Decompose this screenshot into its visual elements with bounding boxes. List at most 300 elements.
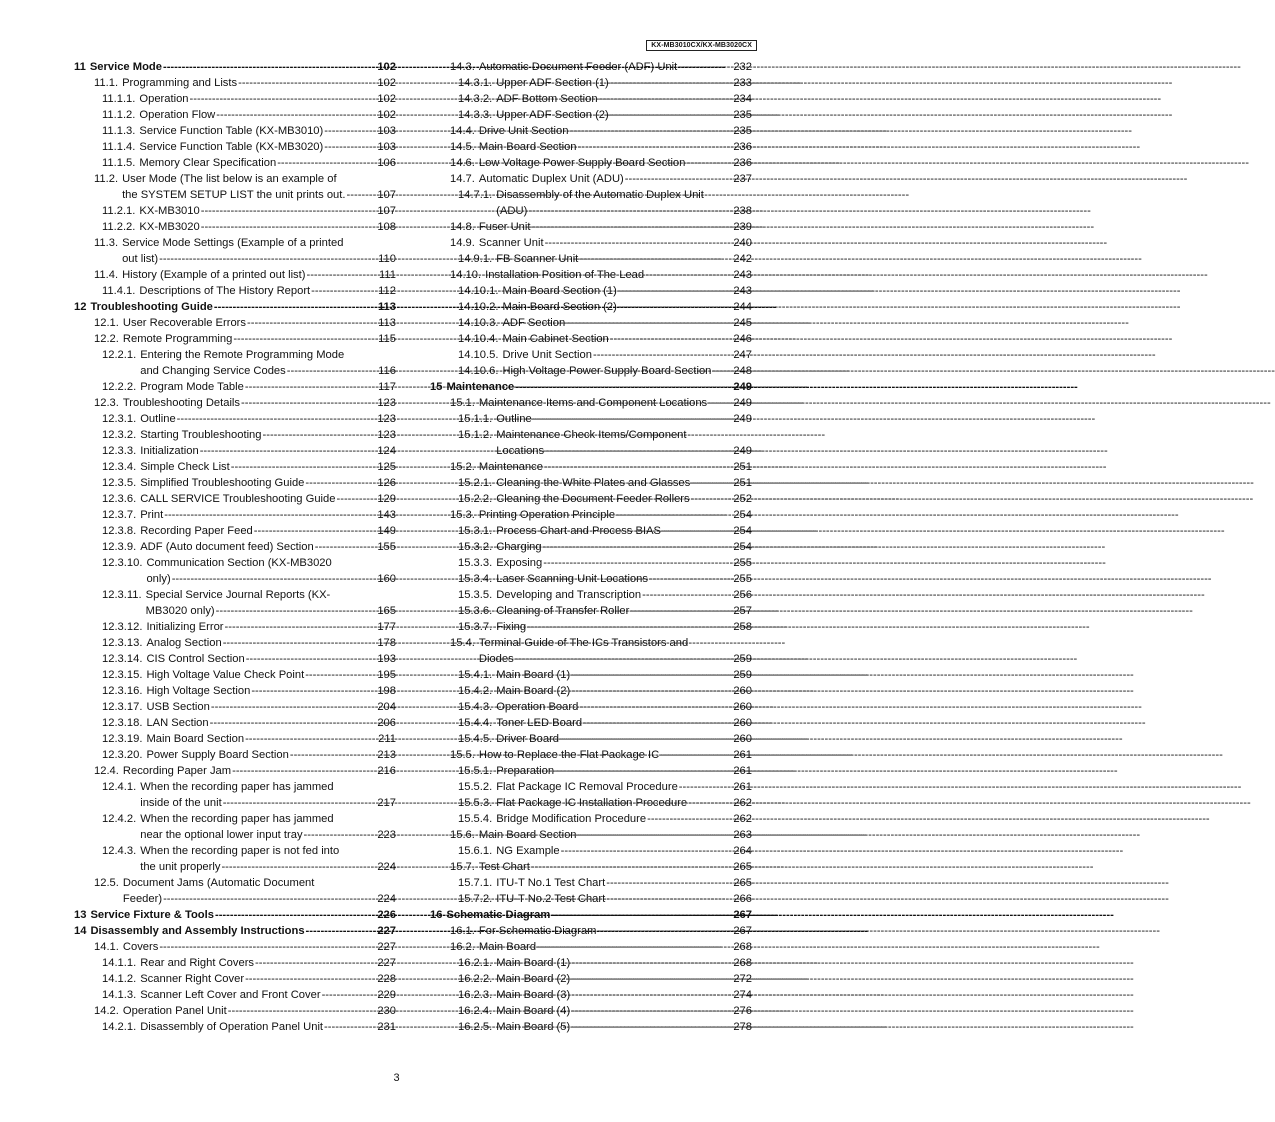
- section-title: Initializing Error: [146, 621, 224, 633]
- toc-entry[interactable]: [74, 779, 396, 811]
- leader-dots: [306, 267, 378, 283]
- section-title: Power Supply Board Section: [146, 749, 289, 761]
- section-number: 12.3.7.: [102, 509, 137, 521]
- toc-entry[interactable]: [430, 283, 752, 299]
- leader-dots: [571, 667, 732, 683]
- toc-entry[interactable]: [430, 363, 752, 379]
- leader-dots: [571, 1003, 732, 1019]
- section-title: Cleaning the White Plates and Glasses: [496, 477, 691, 489]
- section-number: 15.5.4.: [458, 813, 493, 825]
- section-title: LAN Section: [146, 717, 209, 729]
- toc-entry[interactable]: [430, 747, 752, 763]
- toc-entry[interactable]: [430, 123, 752, 139]
- toc-entry[interactable]: [430, 475, 752, 491]
- section-title: Operation Board: [496, 701, 579, 713]
- section-number: 12.3.14.: [102, 653, 143, 665]
- toc-entry[interactable]: [74, 347, 396, 379]
- toc-entry[interactable]: [430, 779, 752, 795]
- toc-entry[interactable]: [430, 1019, 752, 1035]
- toc-entry[interactable]: [430, 523, 752, 539]
- leader-dots: [324, 123, 376, 139]
- toc-entry[interactable]: [430, 155, 752, 171]
- toc-entry[interactable]: [74, 667, 396, 683]
- section-number: 12.3.1.: [102, 413, 137, 425]
- toc-entry[interactable]: [74, 651, 396, 667]
- section-number: 12.3.2.: [102, 429, 137, 441]
- toc-entry[interactable]: [74, 747, 396, 763]
- leader-dots: [551, 907, 732, 923]
- toc-entry[interactable]: [74, 715, 396, 731]
- page-ref: 249: [733, 397, 752, 409]
- section-number: 14.10.: [450, 269, 482, 281]
- page-ref: 262: [733, 797, 752, 809]
- page-ref: 143: [377, 509, 396, 521]
- leader-dots: [688, 795, 732, 811]
- section-number: 14.3.3.: [458, 109, 493, 121]
- page-ref: 235: [733, 125, 752, 137]
- toc-entry[interactable]: [430, 971, 752, 987]
- section-number: 14.10.1.: [458, 285, 499, 297]
- page-ref: 261: [733, 781, 752, 793]
- leader-dots: [686, 155, 732, 171]
- toc-entry[interactable]: [430, 507, 752, 523]
- toc-entry[interactable]: [430, 59, 752, 75]
- page-ref: 126: [377, 477, 396, 489]
- toc-entry[interactable]: [74, 299, 396, 315]
- page-ref: 260: [733, 733, 752, 745]
- leader-dots: [305, 667, 376, 683]
- toc-entry[interactable]: [430, 219, 752, 235]
- section-number: 11.1.2.: [102, 109, 136, 121]
- leader-dots: [561, 843, 733, 859]
- page-ref: 103: [377, 125, 396, 137]
- section-title: Cleaning of Transfer Roller: [496, 605, 630, 617]
- page-ref: 249: [733, 413, 752, 425]
- leader-dots: [527, 619, 732, 635]
- toc-entry[interactable]: [74, 587, 396, 619]
- leader-dots: [712, 363, 732, 379]
- toc-entry[interactable]: [430, 667, 752, 683]
- page-ref: 242: [733, 253, 752, 265]
- toc-entry[interactable]: [430, 683, 752, 699]
- toc-entry[interactable]: [74, 555, 396, 587]
- page-ref: 216: [377, 765, 396, 777]
- continuation-line: [450, 651, 752, 667]
- toc-entry[interactable]: [430, 379, 752, 395]
- section-title: Flat Package IC Installation Procedure: [496, 797, 688, 809]
- section-number: 15.3.: [450, 509, 475, 521]
- page-ref: 249: [733, 445, 752, 457]
- section-number: 15.4.1.: [458, 669, 493, 681]
- section-title: Maintenance: [446, 381, 515, 393]
- leader-dots: [315, 539, 377, 555]
- section-number: 15.7.1.: [458, 877, 493, 889]
- toc-entry[interactable]: [430, 587, 752, 603]
- section-title-continued: the SYSTEM SETUP LIST the unit prints out.: [122, 189, 346, 201]
- leader-dots: [571, 987, 732, 1003]
- section-title: Operation: [139, 93, 189, 105]
- toc-entry[interactable]: [74, 475, 396, 491]
- toc-entry[interactable]: [74, 539, 396, 555]
- toc-entry[interactable]: [74, 1003, 396, 1019]
- section-title: Disassembly and Assembly Instructions: [90, 925, 305, 937]
- section-number: 15.4.3.: [458, 701, 493, 713]
- leader-dots: [543, 555, 732, 571]
- leader-dots: [163, 59, 376, 75]
- section-number: 14.1.1.: [102, 957, 137, 969]
- section-title: CIS Control Section: [146, 653, 245, 665]
- section-title: Main Board Section (1): [502, 285, 617, 297]
- section-title: Maintenance: [478, 461, 543, 473]
- section-number: 14.7.: [450, 173, 475, 185]
- leader-dots: [610, 107, 733, 123]
- toc-entry[interactable]: [430, 459, 752, 475]
- continuation-line: [102, 603, 396, 619]
- toc-entry[interactable]: [430, 331, 752, 347]
- toc-entry[interactable]: [430, 891, 752, 907]
- leader-dots: [304, 827, 377, 843]
- toc-entry[interactable]: [430, 827, 752, 843]
- toc-entry[interactable]: [74, 155, 396, 171]
- toc-entry[interactable]: [74, 763, 396, 779]
- section-title-continued: MB3020 only): [145, 605, 215, 617]
- toc-entry[interactable]: [430, 619, 752, 635]
- leader-dots: [515, 379, 732, 395]
- toc-entry[interactable]: [74, 283, 396, 299]
- leader-dots: [231, 459, 377, 475]
- toc-entry[interactable]: [430, 171, 752, 187]
- toc-entry[interactable]: [430, 299, 752, 315]
- leader-dots: [610, 75, 733, 91]
- toc-entry[interactable]: [74, 59, 396, 75]
- page-ref: 265: [733, 877, 752, 889]
- leader-dots: [578, 139, 733, 155]
- page-ref: 103: [377, 141, 396, 153]
- toc-entry[interactable]: [74, 907, 396, 923]
- toc-entry[interactable]: [74, 987, 396, 1003]
- leader-dots: [159, 251, 377, 267]
- toc-entry[interactable]: [74, 507, 396, 523]
- section-number: 14.10.5.: [458, 349, 499, 361]
- leader-dots: [583, 715, 732, 731]
- toc-entry[interactable]: [430, 1003, 752, 1019]
- page-ref: 258: [733, 621, 752, 633]
- section-number: 11.1.5.: [102, 157, 136, 169]
- section-title: Charging: [496, 541, 542, 553]
- page-ref: 238: [733, 205, 752, 217]
- leader-dots: [246, 651, 377, 667]
- toc-entry[interactable]: [430, 347, 752, 363]
- page-ref: 123: [377, 397, 396, 409]
- section-title: Disassembly of the Automatic Duplex Unit: [496, 189, 704, 201]
- section-number: 15.4.: [450, 637, 475, 649]
- toc-entry[interactable]: [430, 539, 752, 555]
- leader-dots: [200, 443, 377, 459]
- section-title: Schematic Diagram: [446, 909, 551, 921]
- toc-entry[interactable]: [74, 683, 396, 699]
- page-ref: 106: [377, 157, 396, 169]
- toc-entry[interactable]: [430, 491, 752, 507]
- toc-entry[interactable]: [430, 875, 752, 891]
- toc-entry[interactable]: [74, 923, 396, 939]
- section-number: 11.1.1.: [102, 93, 136, 105]
- section-number: 12.3.18.: [102, 717, 143, 729]
- section-title: Main Board: [478, 941, 537, 953]
- section-number: 14.3.1.: [458, 77, 493, 89]
- section-title-continued: out list): [122, 253, 159, 265]
- toc-entry[interactable]: [430, 923, 752, 939]
- section-title-continued: and Changing Service Codes: [140, 365, 286, 377]
- toc-entry[interactable]: [74, 811, 396, 843]
- leader-dots: [566, 315, 732, 331]
- section-title-continued: Feeder): [122, 893, 163, 905]
- toc-entry[interactable]: [74, 171, 396, 203]
- toc-entry[interactable]: [430, 315, 752, 331]
- leader-dots: [649, 571, 732, 587]
- section-number: 14.1.2.: [102, 973, 137, 985]
- toc-entry[interactable]: [74, 523, 396, 539]
- toc-entry[interactable]: [74, 635, 396, 651]
- section-number: 12.3.4.: [102, 461, 137, 473]
- section-number: 15.1.2.: [458, 429, 493, 441]
- toc-entry[interactable]: [74, 1019, 396, 1035]
- section-number: 16.2.: [450, 941, 475, 953]
- toc-entry[interactable]: [430, 395, 752, 411]
- toc-entry[interactable]: [74, 395, 396, 411]
- leader-dots: [251, 683, 376, 699]
- continuation-line: [94, 251, 396, 267]
- section-number: 15.2.1.: [458, 477, 493, 489]
- toc-entry[interactable]: [430, 603, 752, 619]
- toc-entry[interactable]: [74, 139, 396, 155]
- toc-entry[interactable]: [430, 987, 752, 1003]
- toc-entry[interactable]: [430, 843, 752, 859]
- page-ref: 265: [733, 861, 752, 873]
- section-number: 12.3.3.: [102, 445, 137, 457]
- leader-dots: [311, 283, 377, 299]
- toc-entry[interactable]: [430, 859, 752, 875]
- toc-entry[interactable]: [430, 795, 752, 811]
- toc-entry[interactable]: [430, 635, 752, 667]
- leader-dots: [647, 811, 732, 827]
- toc-entry[interactable]: [74, 939, 396, 955]
- page-ref: 261: [733, 749, 752, 761]
- toc-entry[interactable]: [430, 107, 752, 123]
- section-number: 15.6.1.: [458, 845, 493, 857]
- page-ref: 256: [733, 589, 752, 601]
- page-ref: 111: [378, 269, 396, 281]
- toc-entry[interactable]: [430, 411, 752, 427]
- toc-entry[interactable]: [430, 699, 752, 715]
- page-ref: 237: [733, 173, 752, 185]
- section-title: Maintenance Items and Component Locations: [478, 397, 708, 409]
- toc-entry[interactable]: [74, 955, 396, 971]
- section-number: 15.3.4.: [458, 573, 493, 585]
- section-title: Main Board (4): [496, 1005, 571, 1017]
- toc-entry[interactable]: [430, 187, 752, 219]
- leader-dots: [678, 59, 732, 75]
- leader-dots: [210, 715, 377, 731]
- section-title: Preparation: [496, 765, 555, 777]
- leader-dots: [537, 939, 732, 955]
- toc-entry[interactable]: [74, 491, 396, 507]
- toc-entry[interactable]: [74, 91, 396, 107]
- section-number: 16.2.4.: [458, 1005, 493, 1017]
- section-title: NG Example: [496, 845, 560, 857]
- toc-entry[interactable]: [74, 843, 396, 875]
- continuation-line: [458, 203, 752, 219]
- toc-entry[interactable]: [430, 907, 752, 923]
- toc-entry[interactable]: [74, 331, 396, 347]
- section-number: 14.10.4.: [458, 333, 499, 345]
- toc-entry[interactable]: [74, 203, 396, 219]
- section-title: Memory Clear Specification: [139, 157, 277, 169]
- toc-entry[interactable]: [430, 235, 752, 251]
- toc-entry[interactable]: [74, 971, 396, 987]
- section-title: Scanner Right Cover: [140, 973, 245, 985]
- page-ref: 272: [733, 973, 752, 985]
- toc-entry[interactable]: [74, 459, 396, 475]
- leader-dots: [625, 171, 733, 187]
- toc-entry[interactable]: [430, 571, 752, 587]
- toc-entry[interactable]: [74, 219, 396, 235]
- toc-entry[interactable]: [430, 139, 752, 155]
- toc-entry[interactable]: [74, 107, 396, 123]
- section-title: Main Board (2): [496, 973, 571, 985]
- section-title: Troubleshooting Details: [122, 397, 241, 409]
- page-ref: 260: [733, 701, 752, 713]
- section-title: Print: [140, 509, 164, 521]
- leader-dots: [324, 1019, 376, 1035]
- section-title: Special Service Journal Reports (KX-: [145, 589, 331, 601]
- page-ref: 123: [377, 429, 396, 441]
- section-title: Recording Paper Feed: [140, 525, 253, 537]
- leader-dots: [708, 395, 732, 411]
- page-ref: 115: [378, 333, 396, 345]
- leader-dots: [543, 539, 733, 555]
- section-title: Developing and Transcription: [496, 589, 642, 601]
- section-title: Starting Troubleshooting: [140, 429, 262, 441]
- leader-dots: [691, 475, 732, 491]
- page-ref: 125: [377, 461, 396, 473]
- toc-entry[interactable]: [74, 235, 396, 267]
- section-title: Fixing: [496, 621, 527, 633]
- section-number: 12.2.1.: [102, 349, 137, 361]
- section-number: 15.1.: [450, 397, 475, 409]
- toc-entry[interactable]: [430, 267, 752, 283]
- toc-entry[interactable]: [430, 75, 752, 91]
- page-ref: 254: [733, 541, 752, 553]
- continuation-line: [102, 795, 396, 811]
- page-ref: 260: [733, 717, 752, 729]
- toc-entry[interactable]: [74, 875, 396, 907]
- section-title: Programming and Lists: [122, 77, 238, 89]
- toc-entry[interactable]: [430, 955, 752, 971]
- leader-dots: [532, 219, 733, 235]
- toc-entry[interactable]: [74, 699, 396, 715]
- toc-entry[interactable]: [430, 555, 752, 571]
- section-number: 15.5.: [450, 749, 475, 761]
- page-ref: 231: [377, 1021, 396, 1033]
- toc-entry[interactable]: [74, 619, 396, 635]
- leader-dots: [216, 107, 376, 123]
- section-title: Service Function Table (KX-MB3010): [139, 125, 324, 137]
- page-ref: 244: [733, 301, 752, 313]
- toc-entry[interactable]: [430, 811, 752, 827]
- section-title: KX-MB3010: [139, 205, 200, 217]
- toc-entry[interactable]: [430, 731, 752, 747]
- toc-entry[interactable]: [430, 763, 752, 779]
- page-ref: 260: [733, 685, 752, 697]
- section-title: CALL SERVICE Troubleshooting Guide: [140, 493, 336, 505]
- section-number: 15.3.6.: [458, 605, 493, 617]
- leader-dots: [630, 603, 732, 619]
- toc-entry[interactable]: [74, 411, 396, 427]
- page-ref: 124: [377, 445, 396, 457]
- toc-entry[interactable]: [430, 427, 752, 459]
- section-number: 15.3.7.: [458, 621, 493, 633]
- section-title: High Voltage Value Check Point: [146, 669, 305, 681]
- leader-dots: [660, 747, 732, 763]
- section-number: 12.3.10.: [102, 557, 143, 569]
- toc-entry[interactable]: [74, 315, 396, 331]
- section-title: Remote Programming: [122, 333, 233, 345]
- page-ref: 232: [733, 61, 752, 73]
- toc-entry[interactable]: [74, 267, 396, 283]
- section-number: 15.7.: [450, 861, 475, 873]
- page-ref: 102: [377, 77, 396, 89]
- section-number: 16.2.5.: [458, 1021, 493, 1033]
- section-number: 14.10.3.: [458, 317, 499, 329]
- toc-entry[interactable]: [74, 75, 396, 91]
- toc-entry[interactable]: [430, 251, 752, 267]
- page-ref: 107: [377, 189, 396, 201]
- page-ref: 204: [377, 701, 396, 713]
- page-ref: 217: [377, 797, 396, 809]
- section-title: Operation Panel Unit: [122, 1005, 227, 1017]
- leader-dots: [571, 971, 732, 987]
- section-number: 14.2.1.: [102, 1021, 137, 1033]
- toc-entry[interactable]: [430, 715, 752, 731]
- page-ref: 268: [733, 941, 752, 953]
- toc-entry[interactable]: [74, 731, 396, 747]
- toc-entry[interactable]: [74, 443, 396, 459]
- toc-entry[interactable]: [74, 379, 396, 395]
- page-ref: 239: [733, 221, 752, 233]
- leader-dots: [560, 731, 732, 747]
- page-ref: 247: [733, 349, 752, 361]
- toc-entry[interactable]: [430, 939, 752, 955]
- leader-dots: [571, 683, 732, 699]
- continuation-line: [102, 827, 396, 843]
- toc-entry[interactable]: [430, 91, 752, 107]
- toc-entry[interactable]: [74, 123, 396, 139]
- section-title: ADF Bottom Section: [496, 93, 598, 105]
- section-number: 12.4.: [94, 765, 119, 777]
- toc-entry[interactable]: [74, 427, 396, 443]
- section-title: History (Example of a printed out list): [122, 269, 306, 281]
- page-ref: 259: [733, 653, 752, 665]
- section-number: 15.3.5.: [458, 589, 493, 601]
- page-ref: 110: [378, 253, 396, 265]
- section-title: User Mode (The list below is an example of: [122, 173, 337, 185]
- section-number: 16.2.2.: [458, 973, 493, 985]
- leader-dots: [593, 347, 732, 363]
- page-ref: 213: [377, 749, 396, 761]
- section-title-continued: Diodes: [478, 653, 514, 665]
- page-ref: 254: [733, 509, 752, 521]
- section-number: 12.4.3.: [102, 845, 137, 857]
